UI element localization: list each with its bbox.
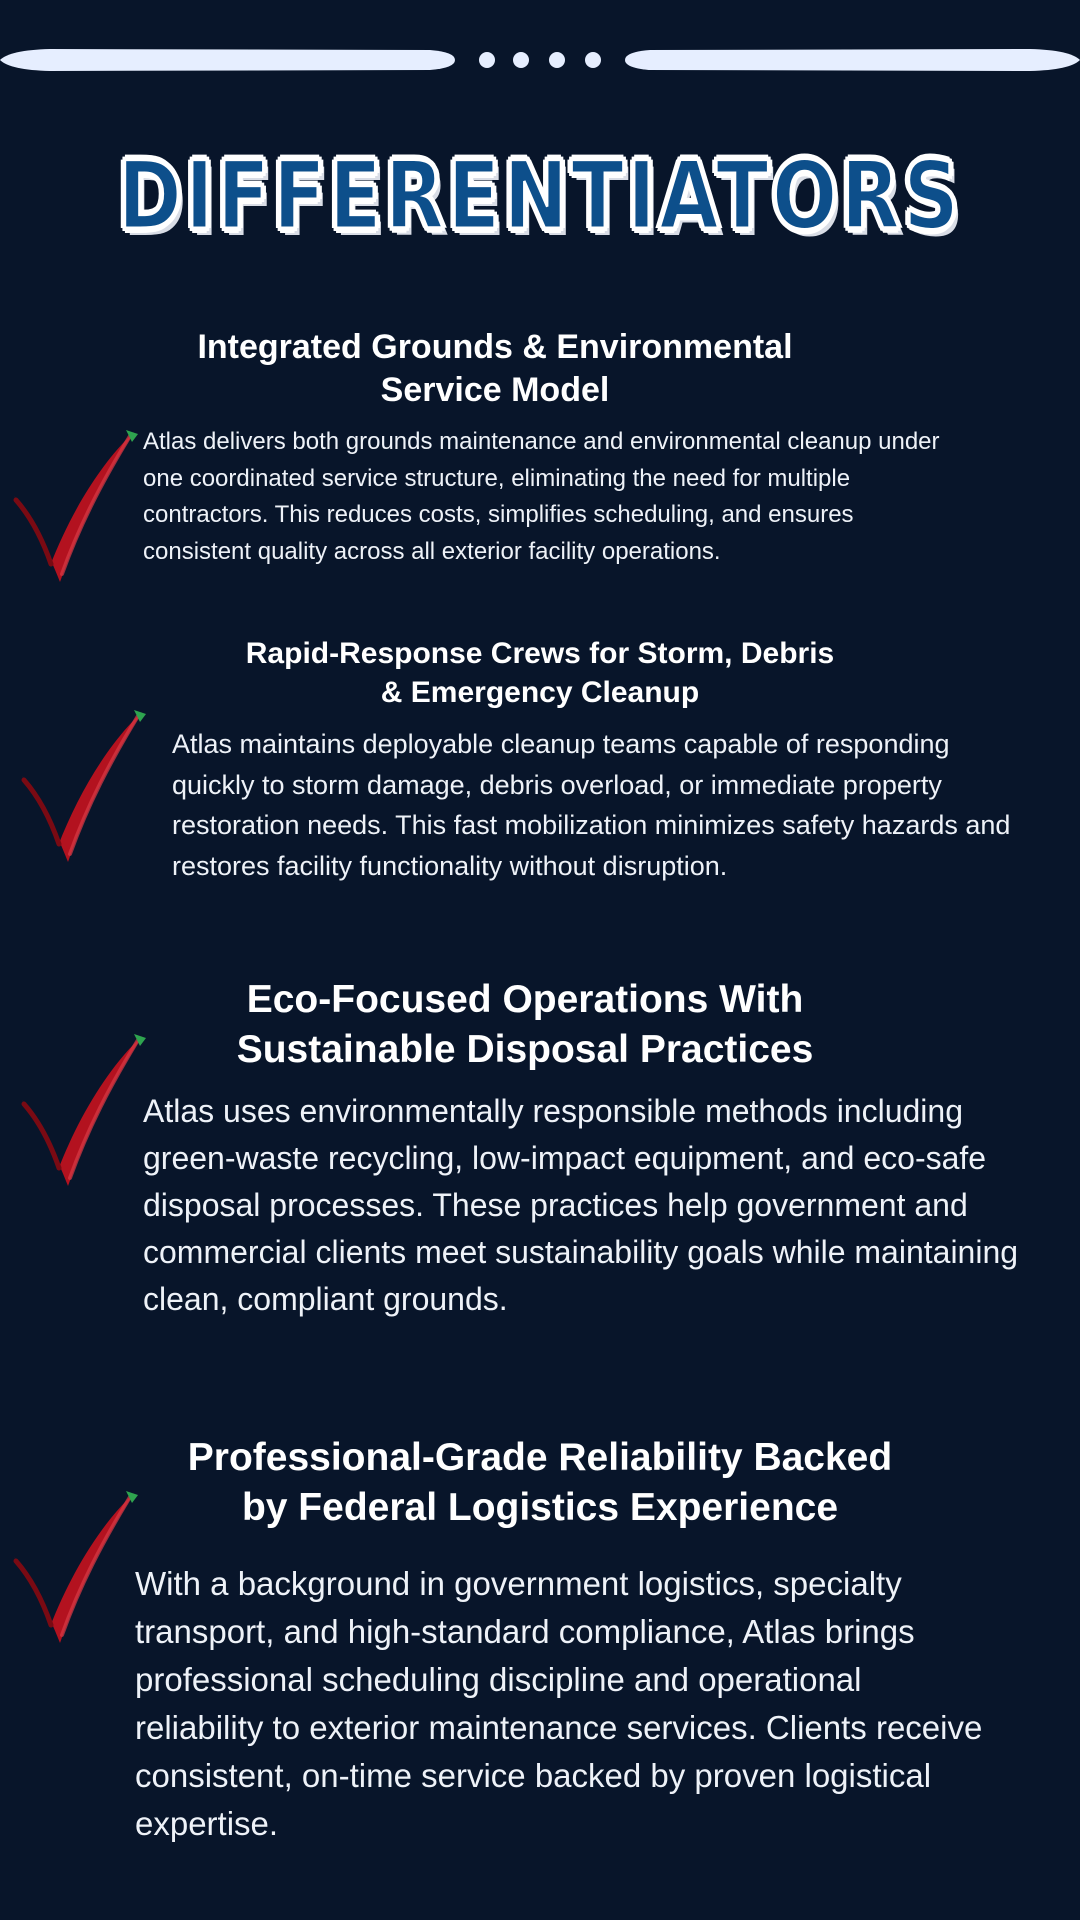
red-check-mark-icon — [18, 704, 148, 864]
page-title: DIFFERENTIATORS — [117, 142, 963, 251]
item-description: Atlas uses environmentally responsible methods including green-waste recycling, low-impact equipment, and eco-safe disposal processes. These practices help government and commercial clients meet sustainability goals while maintaining clean, compliant grounds. — [143, 1093, 1019, 1317]
item-description: Atlas maintains deployable cleanup teams capable of responding quickly to storm damage, debris overload, or immediate property restoration needs. This fast mobilization minimizes safety hazards and restores facility functionality without disruption. — [172, 729, 1011, 881]
item-heading-line: Integrated Grounds & Environmental — [197, 328, 793, 366]
item-description: With a background in government logistics, specialty transport, and high-standard compliance, Atlas brings professional scheduling discipline and operational reliability to exterior maintenance services. Clients receive consistent, on-time service backed by proven logistical expertise. — [135, 1565, 983, 1842]
item-heading-line: Sustainable Disposal Practices — [236, 1028, 814, 1071]
red-check-mark-icon — [10, 424, 140, 584]
red-check-mark-icon — [18, 1028, 148, 1188]
item-heading — [150, 1433, 930, 1533]
item-description: Atlas delivers both grounds maintenance and environmental cleanup under one coordinated service structure, eliminating the need for multiple contractors. This reduces costs, simplifies scheduling, and ensures consistent quality across all exterior facility operations. — [143, 428, 940, 565]
ornamental-divider-icon — [0, 40, 1080, 80]
item-heading-line: Professional-Grade Reliability Backed — [187, 1436, 893, 1479]
item-heading-line: Rapid-Response Crews for Storm, Debris — [245, 637, 835, 670]
red-check-mark-icon — [10, 1485, 140, 1645]
item-heading-line: & Emergency Cleanup — [380, 676, 700, 709]
item-heading — [170, 975, 880, 1075]
item-heading — [160, 326, 830, 412]
item-heading-line: Service Model — [380, 371, 610, 409]
item-heading-line: Eco-Focused Operations With — [246, 978, 804, 1021]
item-heading-line: by Federal Logistics Experience — [241, 1486, 839, 1529]
item-heading — [200, 634, 880, 712]
